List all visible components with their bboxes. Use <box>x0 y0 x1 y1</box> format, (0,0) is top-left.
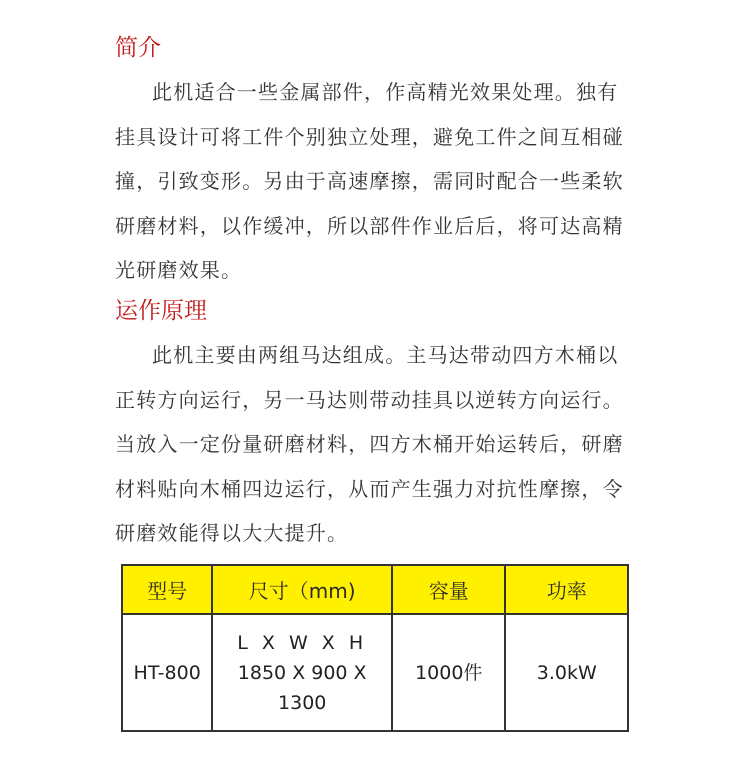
spec-table-header-row <box>122 565 628 614</box>
table-row <box>122 614 628 731</box>
header-power: 功率 <box>505 565 628 614</box>
cell-model: HT-800 <box>122 614 212 731</box>
principle-paragraph <box>115 333 635 556</box>
cell-capacity: 1000件 <box>392 614 505 731</box>
intro-text: 此机适合一些金属部件，作高精光效果处理。独有挂具设计可将工件个别独立处理，避免工件之间互相碰撞，引致变形。另由于高速摩擦，需同时配合一些柔软研磨材料，以作缓冲，所以部件作业后后，将可达高精光研磨效果。 <box>115 80 624 282</box>
cell-power: 3.0kW <box>505 614 628 731</box>
dimension-value: 1850 X 900 X 1300 <box>237 661 367 714</box>
intro-paragraph <box>115 70 635 293</box>
principle-text: 此机主要由两组马达组成。主马达带动四方木桶以正转方向运行，另一马达则带动挂具以逆转方向运行。当放入一定份量研磨材料，四方木桶开始运转后，研磨材料贴向木桶四边运行，从而产生强力对抗性摩擦，令研磨效能得以大大提升。 <box>115 343 624 545</box>
header-dimension: 尺寸（mm) <box>212 565 392 614</box>
spec-table <box>121 564 629 732</box>
principle-heading: 运作原理 <box>115 298 207 324</box>
cell-dimension <box>212 614 392 731</box>
intro-heading: 简介 <box>115 35 161 61</box>
header-model: 型号 <box>122 565 212 614</box>
dimension-formula: L X W X H <box>237 631 368 654</box>
header-capacity: 容量 <box>392 565 505 614</box>
